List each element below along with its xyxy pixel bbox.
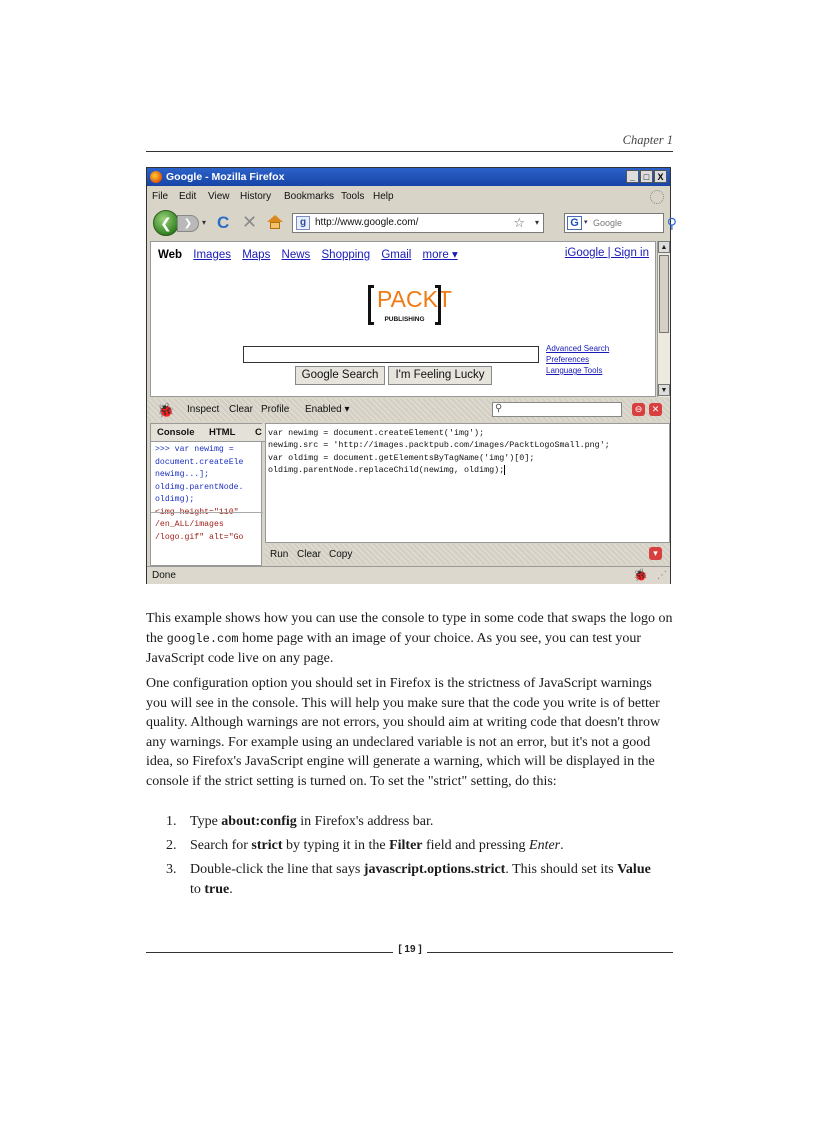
console-editor[interactable] (265, 423, 670, 543)
nav-images[interactable]: Images (193, 249, 231, 261)
address-bar[interactable] (292, 213, 544, 233)
nav-news[interactable]: News (281, 249, 311, 261)
nav-gmail[interactable]: Gmail (381, 249, 412, 261)
google-engine-icon[interactable]: G (567, 216, 582, 230)
menu-tools[interactable]: Tools (341, 191, 365, 202)
inspect-button[interactable]: Inspect (187, 404, 220, 415)
step-text-part: Type (190, 814, 222, 829)
scroll-up-icon[interactable]: ▲ (658, 241, 670, 253)
copy-button[interactable]: Copy (329, 549, 353, 560)
log-line: oldimg.parentNode. (155, 482, 244, 492)
step-number: 3. (166, 862, 177, 877)
log-result-line[interactable]: /en_ALL/images (155, 520, 224, 529)
clear-editor-button[interactable]: Clear (297, 549, 321, 560)
nav-shopping[interactable]: Shopping (321, 249, 371, 261)
google-nav (158, 247, 466, 261)
bookmark-star-icon[interactable]: ☆ (513, 215, 525, 230)
minimize-button[interactable]: _ (626, 170, 639, 183)
igoogle-signin-link[interactable]: iGoogle | Sign in (564, 247, 649, 259)
step-text-part: . (560, 838, 564, 853)
step-text-part: field and pressing (422, 838, 530, 853)
code-line: var oldimg = document.getElementsByTagName('img')[0]; (268, 452, 535, 463)
clear-button[interactable]: Clear (229, 404, 253, 415)
search-box[interactable] (564, 213, 677, 233)
paragraph-1 (146, 609, 675, 669)
nav-web[interactable]: Web (158, 249, 183, 261)
editor-code[interactable] (268, 427, 610, 477)
firebug-search-input[interactable] (492, 402, 622, 417)
resize-grip-icon[interactable]: ⋰ (657, 570, 667, 581)
menu-help[interactable]: Help (373, 191, 394, 202)
console-output-panel (150, 423, 262, 566)
close-button[interactable]: X (654, 170, 667, 183)
nav-maps[interactable]: Maps (242, 249, 271, 261)
paragraph-2: One configuration option you should set in Firefox is the strictness of JavaScript warnings you will see in the console. This will help you make sure that the code you write is of better quality. Although warnings are not errors, you should aim at writing code that doesn't throw any warnings. For example using an undeclared variable is not an error, but it's not a good idea, so Firefox's JavaScript engine will generate a warning, which will be displayed in the console if the strict setting is turned on. To set the "strict" setting, do this: (146, 676, 661, 789)
log-line: newimg...]; (155, 470, 210, 479)
search-magnifier-icon[interactable]: ⚲ (666, 215, 677, 231)
scroll-down-icon[interactable]: ▼ (658, 384, 670, 396)
header-rule (146, 151, 673, 152)
menu-history[interactable]: History (240, 191, 272, 202)
step-number: 2. (166, 838, 177, 853)
profile-button[interactable]: Profile (261, 404, 290, 415)
step-text (190, 812, 658, 832)
scroll-thumb[interactable] (659, 255, 669, 333)
search-placeholder: Google (593, 218, 623, 228)
vertical-scrollbar[interactable] (657, 241, 670, 397)
feeling-lucky-button[interactable]: I'm Feeling Lucky (388, 366, 492, 385)
step-italic: Enter (529, 838, 561, 853)
throbber-icon (650, 190, 664, 204)
footer-rule-left (146, 952, 393, 953)
chapter-header: Chapter 1 (622, 133, 673, 147)
log-line: >>> var newimg = (155, 445, 234, 454)
url-dropdown-icon[interactable]: ▾ (534, 218, 539, 227)
paragraph-1-text-b: home page with an image of your choice. As you see, you can test your JavaScript code live on any page. (146, 630, 642, 667)
menu-file[interactable]: File (152, 191, 169, 202)
firebug-toolbar (147, 399, 670, 421)
firefox-logo-icon (150, 171, 162, 183)
status-firebug-icon[interactable]: 🐞 (633, 568, 648, 582)
step-text-part: . (229, 881, 233, 897)
firebug-search-icon: ⚲ (495, 403, 503, 414)
firebug-icon[interactable]: 🐞 (157, 402, 175, 418)
forward-button[interactable]: ❯ (177, 215, 199, 232)
navigation-toolbar (147, 206, 677, 240)
step-bold: Value (617, 862, 651, 877)
reload-icon[interactable]: C (217, 213, 230, 232)
google-favicon-icon: g (296, 216, 310, 230)
firefox-screenshot (146, 167, 677, 584)
tab-console[interactable]: Console (157, 427, 195, 438)
firebug-tabs (151, 424, 271, 442)
firebug-close-icon[interactable]: ✕ (649, 403, 662, 416)
enabled-dropdown[interactable]: Enabled ▾ (305, 404, 350, 415)
step-text-part: to (190, 881, 205, 897)
step-text-part: Search for (190, 838, 252, 853)
text-caret (504, 465, 505, 475)
editor-toolbar (265, 544, 670, 564)
step-bold: about:config (221, 814, 297, 829)
tab-html[interactable]: HTML (209, 427, 236, 438)
step-text-part: Double-click the line that says (190, 862, 364, 877)
editor-collapse-icon[interactable]: ▾ (649, 547, 662, 560)
packt-logo (368, 285, 452, 329)
code-line: newimg.src = 'http://images.packtpub.com/images/PacktLogoSmall.png'; (268, 440, 610, 451)
menu-bar (147, 188, 670, 205)
preferences-link[interactable]: Preferences (546, 355, 590, 364)
run-button[interactable]: Run (270, 549, 289, 560)
paragraph-1-text-a: This example shows how you can use the console to type in some code that swaps the logo on the (146, 611, 673, 646)
logo-bracket-left (368, 285, 374, 325)
log-result-line[interactable]: /logo.gif" alt="Go (155, 532, 244, 542)
home-icon[interactable] (267, 215, 283, 229)
page-content (150, 241, 656, 397)
log-line: document.createEle (155, 457, 244, 467)
logo-bracket-right (435, 285, 441, 325)
google-search-button[interactable]: Google Search (295, 366, 385, 385)
advanced-search-link[interactable]: Advanced Search (546, 344, 610, 353)
packt-logo-subtext: PUBLISHING (384, 316, 425, 323)
step-text (190, 860, 658, 899)
step-text-part: by typing it in the (282, 838, 390, 853)
footer-rule-right (427, 952, 673, 953)
step-text-part: in Firefox's address bar. (296, 814, 434, 829)
firebug-detach-icon[interactable]: ⊖ (632, 403, 645, 416)
console-log (155, 444, 243, 544)
packt-logo-text: PACKT (377, 286, 452, 312)
page-number: [ 19 ] (398, 944, 422, 955)
maximize-button[interactable]: □ (640, 170, 653, 183)
menu-edit[interactable]: Edit (179, 191, 197, 202)
status-bar (147, 566, 670, 584)
step-bold: javascript.options.strict (363, 862, 506, 877)
step-bold: true (204, 881, 230, 897)
google-search-input[interactable] (243, 346, 539, 363)
log-line: oldimg); (155, 495, 195, 504)
inline-code-google: google.com (166, 631, 239, 646)
code-line: var newimg = document.createElement('img'); (268, 428, 485, 438)
step-bold: Filter (389, 838, 423, 853)
code-line: oldimg.parentNode.replaceChild(newimg, oldimg); (268, 465, 505, 476)
history-dropdown-icon[interactable]: ▾ (202, 218, 207, 227)
url-text: http://www.google.com/ (315, 217, 419, 228)
window-title: Google - Mozilla Firefox (166, 171, 285, 183)
stop-icon[interactable]: ✕ (242, 212, 258, 232)
tab-css[interactable]: C (255, 427, 262, 438)
status-text: Done (152, 570, 176, 581)
step-number: 1. (166, 814, 177, 829)
title-bar (147, 168, 670, 186)
engine-dropdown-icon[interactable]: ▾ (584, 219, 588, 226)
step-text-part: . This should set its (505, 862, 618, 877)
language-tools-link[interactable]: Language Tools (546, 366, 603, 375)
nav-more[interactable]: more ▾ (422, 249, 458, 261)
log-result-line[interactable]: <img height="110" (155, 507, 239, 517)
step-text (190, 836, 658, 856)
menu-view[interactable]: View (208, 191, 230, 202)
search-side-links (546, 343, 609, 376)
step-bold: strict (251, 838, 283, 853)
log-divider (151, 512, 263, 513)
menu-bookmarks[interactable]: Bookmarks (284, 191, 335, 202)
back-button[interactable]: ❮ (153, 210, 179, 236)
